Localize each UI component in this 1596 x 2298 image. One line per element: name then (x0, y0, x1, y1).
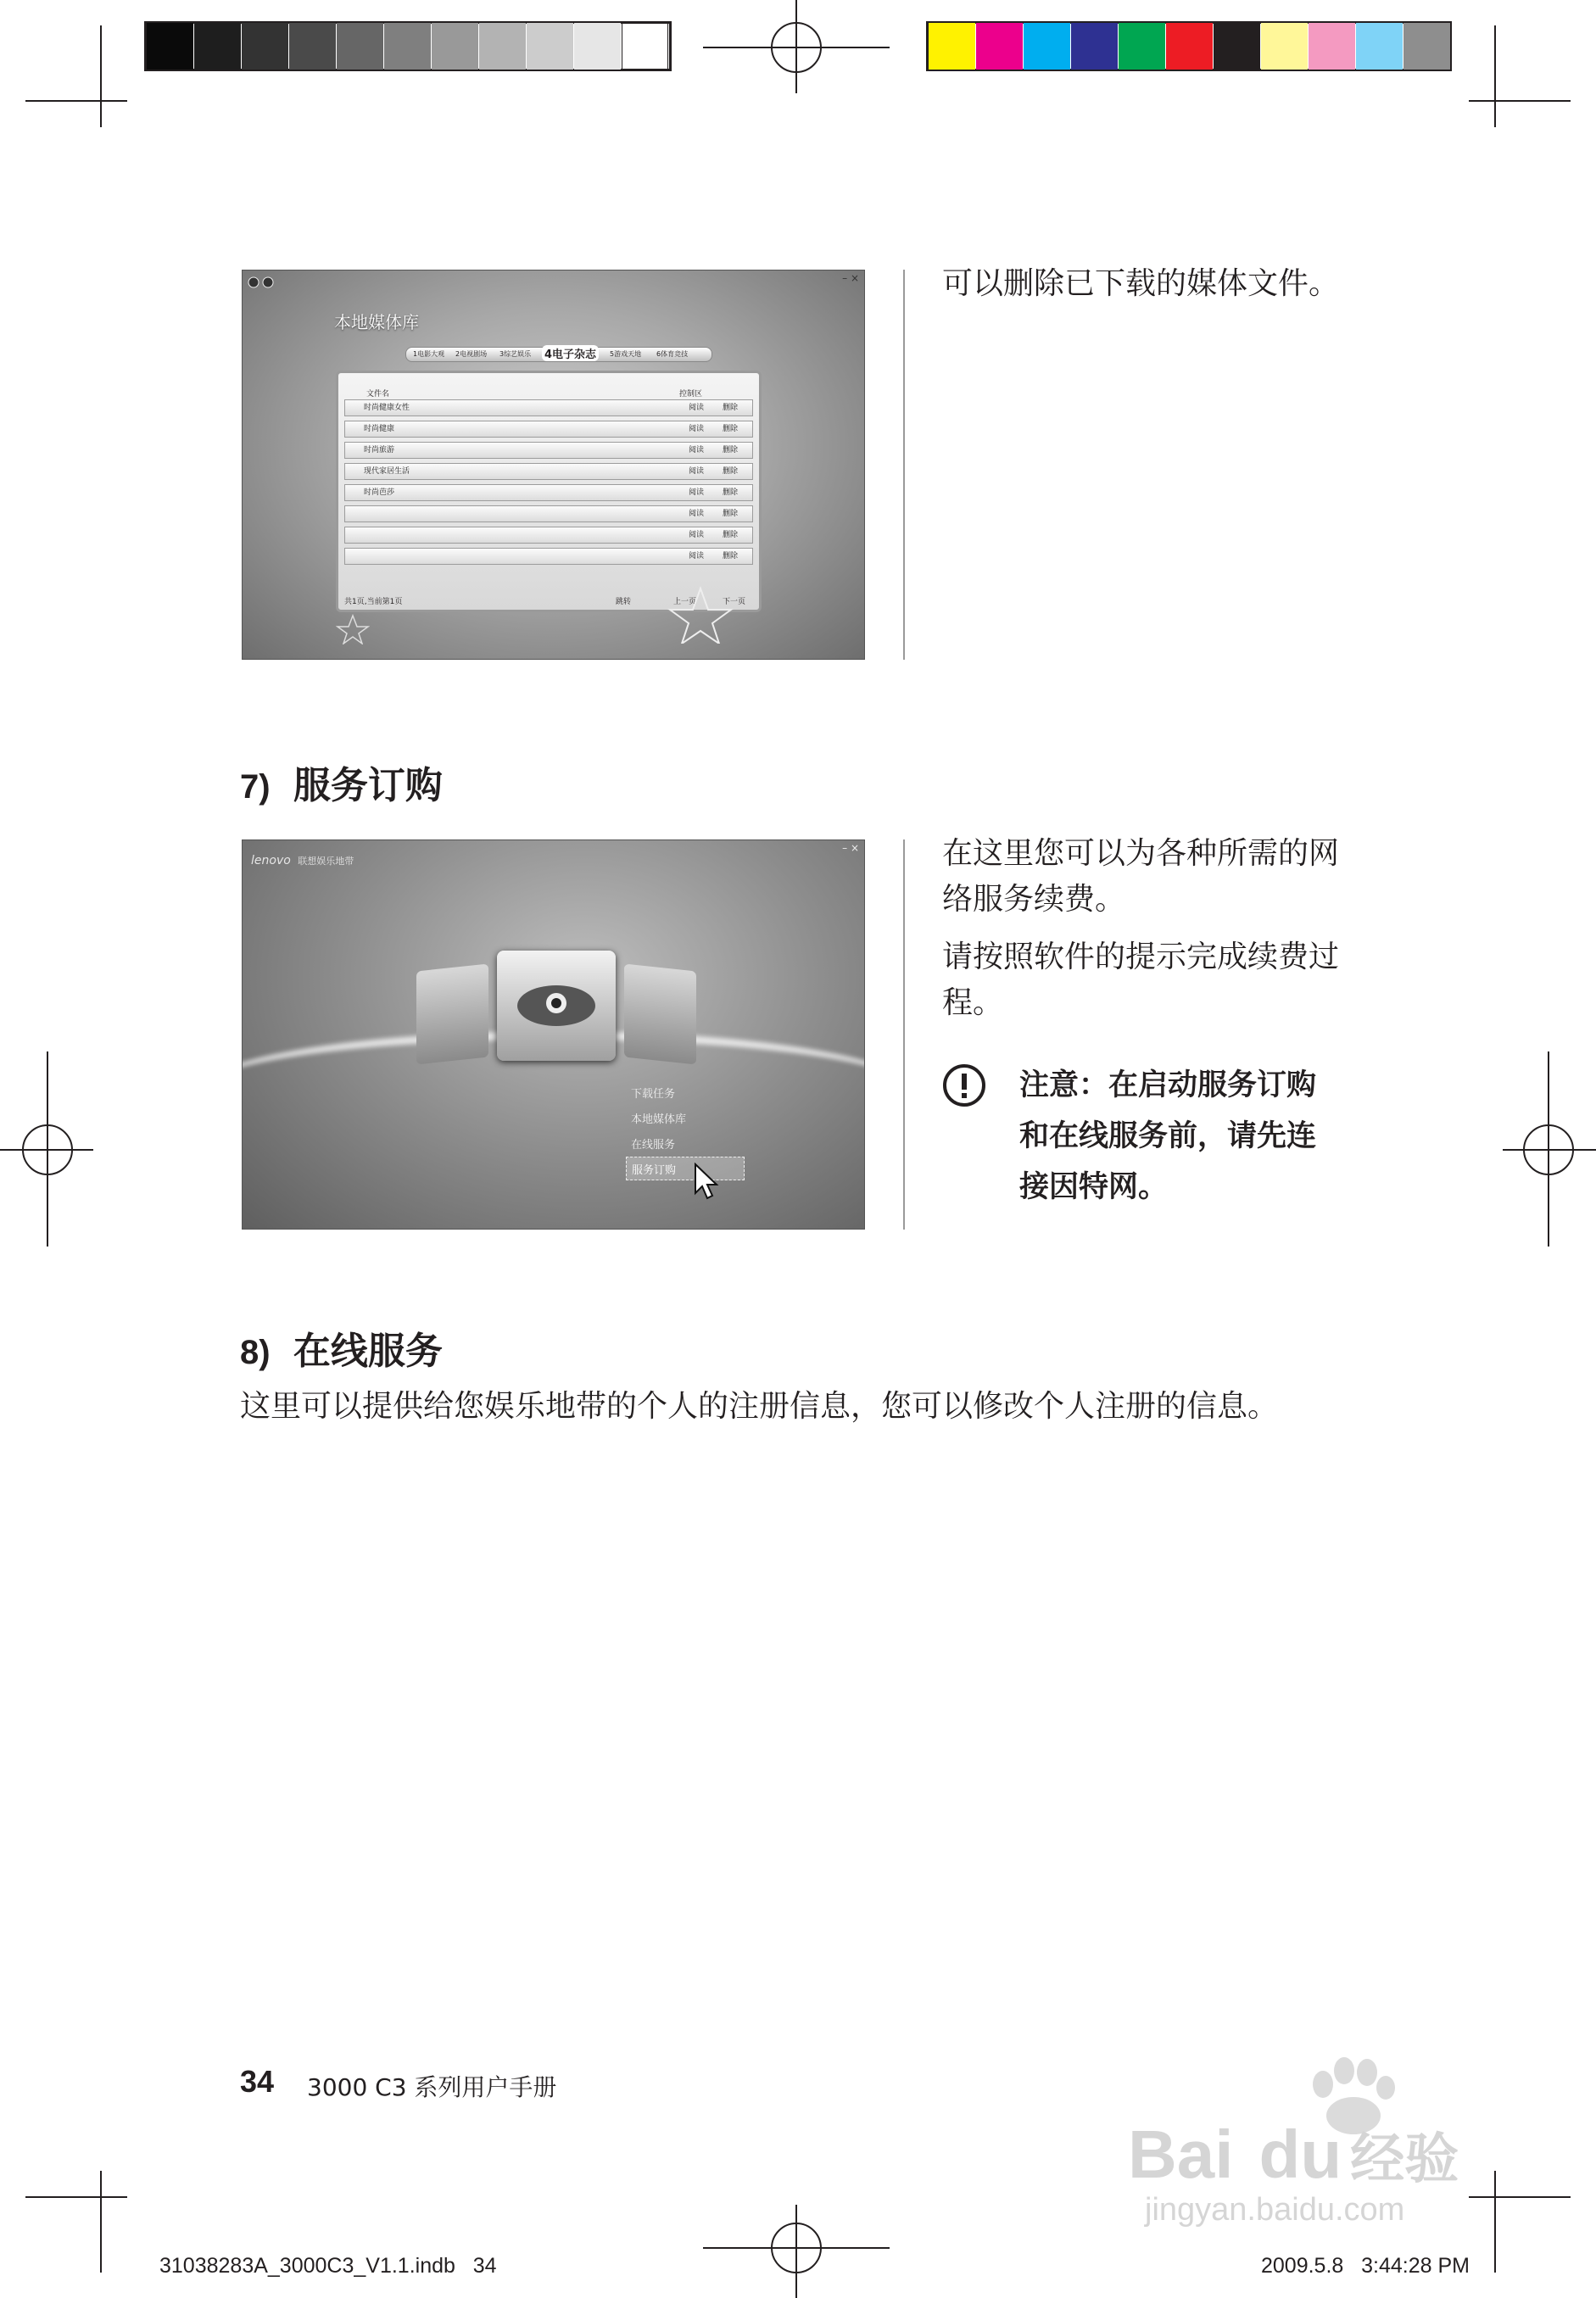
app-logo-icon (248, 276, 275, 287)
media-library-screenshot (242, 270, 865, 660)
paragraph-instructions: 请按照软件的提示完成续费过程。 (942, 940, 1340, 1020)
menu-item-download[interactable]: 下载任务 (631, 1088, 676, 1101)
delete-button[interactable]: 删除 (723, 552, 739, 561)
table-row[interactable] (344, 527, 753, 544)
slug-date: 2009.5.8 3:44:28 PM (1261, 2254, 1470, 2278)
caption-delete-media: 可以删除已下载的媒体文件。 (942, 266, 1340, 301)
delete-button[interactable]: 删除 (723, 404, 739, 412)
tab-emagazine[interactable]: 4电子杂志 (542, 345, 599, 361)
read-button[interactable]: 阅读 (689, 510, 705, 518)
table-row[interactable] (344, 421, 753, 438)
paragraph-renewal: 在这里您可以为各种所需的网络服务续费。 (942, 836, 1340, 917)
pager-next-button[interactable]: 下一页 (723, 598, 746, 606)
file-name: 时尚芭莎 (364, 488, 395, 497)
online-service-description: 这里可以提供给您娱乐地带的个人的注册信息，您可以修改个人注册的信息。 (240, 1389, 1279, 1424)
section-number: 8) (240, 1334, 271, 1371)
color-swatch (929, 23, 975, 70)
column-divider (903, 839, 905, 1230)
read-button[interactable]: 阅读 (689, 531, 705, 539)
tab-bar (405, 347, 712, 362)
table-row[interactable] (344, 548, 753, 565)
gray-swatch (574, 23, 621, 70)
carousel-card-left[interactable] (416, 964, 488, 1065)
section-title: 在线服务 (293, 1330, 443, 1373)
baidu-watermark: Bai du 经验 jingyan.baidu.com (1119, 2052, 1510, 2230)
color-swatch (1261, 23, 1308, 70)
color-swatch (1071, 23, 1118, 70)
read-button[interactable]: 阅读 (689, 488, 705, 497)
table-row[interactable] (344, 442, 753, 459)
pager-prev-button[interactable]: 上一页 (673, 598, 697, 606)
column-header-filename: 文件名 (366, 390, 390, 399)
table-row[interactable] (344, 505, 753, 522)
tab-games[interactable]: 5游戏天地 (610, 350, 642, 358)
delete-button[interactable]: 删除 (723, 467, 739, 476)
section-heading-7 (240, 755, 443, 809)
color-swatch (1403, 23, 1450, 70)
gray-swatch (337, 23, 383, 70)
star-decoration-icon (336, 614, 370, 648)
gray-swatch (479, 23, 526, 70)
service-order-screenshot (242, 839, 865, 1230)
section-number: 7) (240, 768, 271, 806)
table-row[interactable] (344, 484, 753, 501)
slug-file: 31038283A_3000C3_V1.1.indb 34 (159, 2254, 497, 2278)
carousel-card-center[interactable] (497, 951, 616, 1061)
gray-swatch (622, 23, 668, 70)
read-button[interactable]: 阅读 (689, 404, 705, 412)
tab-variety[interactable]: 3综艺娱乐 (499, 350, 532, 358)
tab-movies[interactable]: 1电影大观 (413, 350, 445, 358)
window-controls[interactable]: – × (842, 842, 859, 854)
color-swatch (1214, 23, 1260, 70)
table-row[interactable] (344, 399, 753, 416)
color-swatch (1356, 23, 1403, 70)
page-number: 34 (240, 2064, 275, 2099)
read-button[interactable]: 阅读 (689, 467, 705, 476)
service-order-description (942, 831, 1349, 1026)
brand-logo: lenovo 联想娱乐地带 (251, 854, 354, 867)
pager-jump-button[interactable]: 跳转 (616, 598, 632, 606)
gray-swatch (194, 23, 241, 70)
star-decoration-icon (667, 584, 734, 647)
gray-swatch (384, 23, 431, 70)
read-button[interactable]: 阅读 (689, 425, 705, 433)
gray-swatch (147, 23, 193, 70)
registration-mark-right (1523, 1124, 1574, 1175)
color-swatch (1166, 23, 1213, 70)
pager-status: 共1页,当前第1页 (344, 598, 403, 606)
gray-swatch (527, 23, 573, 70)
menu-item-service-order[interactable]: 服务订购 (626, 1157, 745, 1180)
column-divider (903, 270, 905, 660)
read-button[interactable]: 阅读 (689, 446, 705, 455)
file-name: 时尚健康 (364, 425, 395, 433)
manual-title: 3000 C3 系列用户手册 (307, 2073, 557, 2101)
color-swatch (976, 23, 1023, 70)
color-swatch (1309, 23, 1355, 70)
registration-mark-top (771, 22, 822, 73)
delete-button[interactable]: 删除 (723, 510, 739, 518)
registration-mark-left (22, 1124, 73, 1175)
warning-icon (942, 1063, 986, 1111)
menu-item-online-service[interactable]: 在线服务 (631, 1139, 676, 1152)
registration-mark-bottom (771, 2223, 822, 2273)
table-row[interactable] (344, 463, 753, 480)
file-name: 时尚旅游 (364, 446, 395, 455)
delete-button[interactable]: 删除 (723, 531, 739, 539)
column-header-control: 控制区 (679, 390, 703, 399)
read-button[interactable]: 阅读 (689, 552, 705, 561)
carousel-card-right[interactable] (624, 964, 696, 1065)
menu-item-local-library[interactable]: 本地媒体库 (631, 1113, 687, 1126)
gray-swatch (289, 23, 336, 70)
tab-tv[interactable]: 2电视剧场 (455, 350, 488, 358)
tab-sports[interactable]: 6体育竞技 (656, 350, 689, 358)
color-swatch (1024, 23, 1070, 70)
section-heading-8 (240, 1320, 443, 1375)
section-title: 服务订购 (293, 764, 443, 807)
delete-button[interactable]: 删除 (723, 425, 739, 433)
page-title: 本地媒体库 (334, 312, 419, 332)
window-controls[interactable]: – × (842, 272, 859, 284)
mouse-cursor-icon (694, 1163, 719, 1204)
delete-button[interactable]: 删除 (723, 446, 739, 455)
file-name: 现代家居生活 (364, 467, 410, 476)
file-name: 时尚健康女性 (364, 404, 410, 412)
eye-icon (497, 951, 616, 1061)
note-text: 注意：在启动服务订购 和在线服务前，请先连 接因特网。 (1019, 1068, 1317, 1204)
delete-button[interactable]: 删除 (723, 488, 739, 497)
gray-swatch (432, 23, 478, 70)
color-swatch (1119, 23, 1165, 70)
gray-swatch (242, 23, 288, 70)
